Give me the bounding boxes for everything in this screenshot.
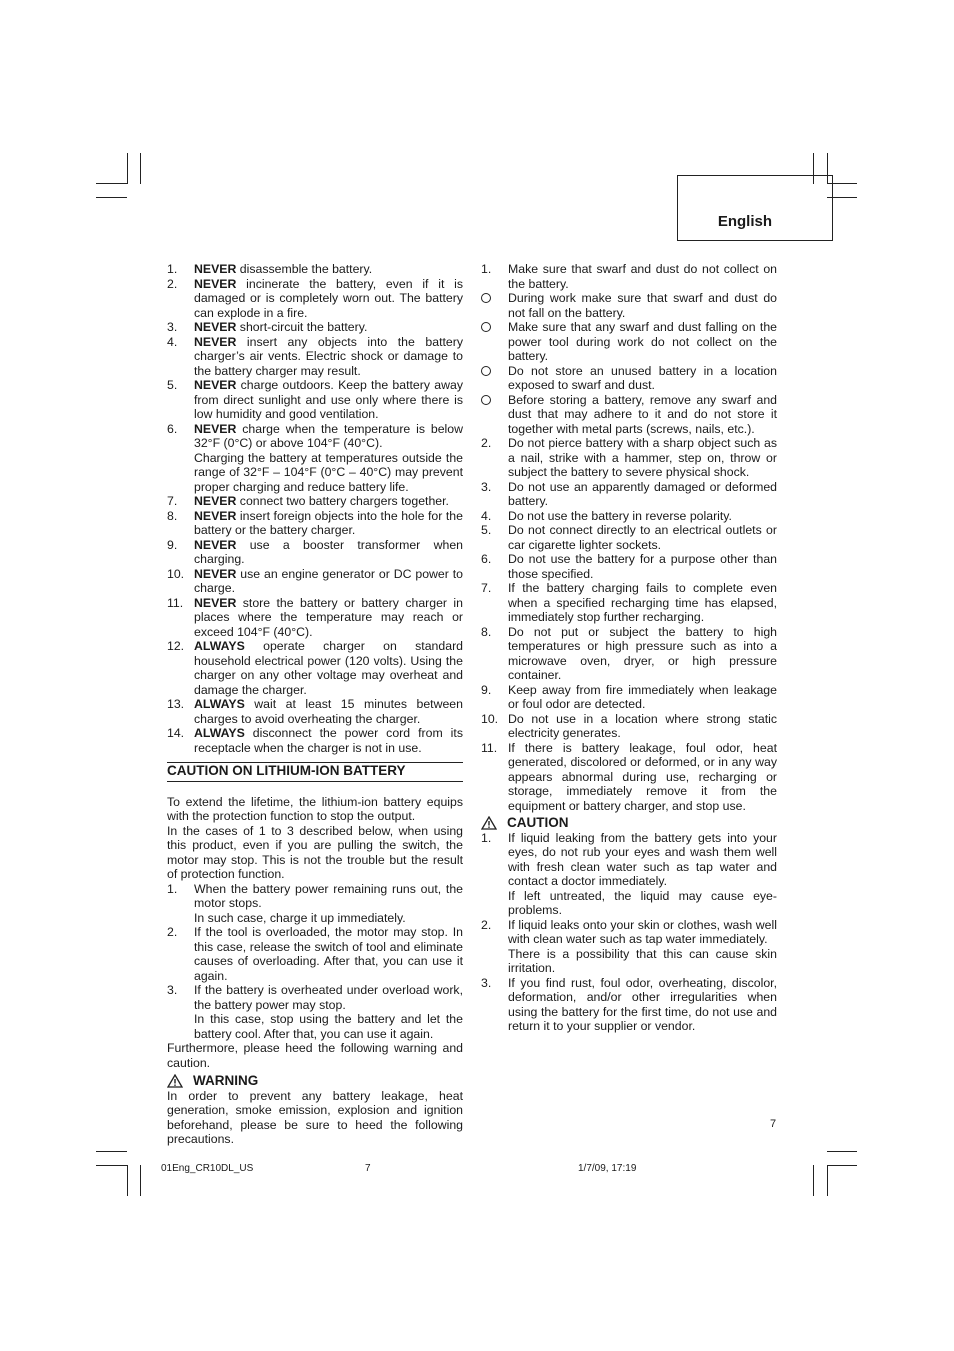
item-note: In this case, stop using the battery and let the battery cool. After that, you can use it again. [194, 1012, 463, 1041]
item-keyword: ALWAYS [194, 697, 245, 711]
item-number: 1. [481, 262, 492, 276]
item-body: incinerate the battery, even if it is damaged or is completely worn out. The battery can explode in a fire. [194, 276, 464, 320]
item-number: 11. [167, 595, 184, 610]
item-text: Do not connect directly to an electrical outlets or car cigarette lighter sockets. [508, 523, 777, 552]
list-item [481, 581, 777, 625]
item-keyword: NEVER [194, 378, 237, 392]
item-text: During work make sure that swarf and dust do not fall on the battery. [508, 291, 777, 320]
item-text: Do not use in a location where strong static electricity generates. [508, 711, 777, 740]
item-number: 3. [481, 975, 492, 990]
intro-paragraph: In the cases of 1 to 3 described below, when using this product, even if you are pulling the switch, the motor may stop. This is not the trouble but the result of protection function. [167, 823, 463, 881]
circle-bullet-icon [481, 366, 491, 376]
list-item [167, 567, 463, 596]
item-number: 3. [167, 983, 178, 997]
item-number: 2. [167, 925, 178, 939]
item-text [194, 378, 463, 422]
crop-mark [96, 183, 127, 184]
item-text: If liquid leaking from the battery gets into your eyes, do not rub your eyes and wash them well with fresh clean water such as tap water and contact a doctor immediately. [508, 830, 777, 888]
item-note: In such case, charge it up immediately. [194, 910, 406, 925]
crop-mark [127, 153, 128, 184]
item-text: Do not store an unused battery in a location exposed to swarf and dust. [508, 363, 777, 392]
item-keyword: NEVER [194, 334, 237, 349]
list-item [167, 262, 463, 277]
item-body: disconnect the power cord from its receptacle when the charger is not in use. [194, 726, 463, 755]
item-text [194, 422, 463, 451]
item-body: store the battery or battery charger in places where the temperature may reach or exceed 104°F (40°C). [194, 595, 463, 639]
item-number: 1. [167, 262, 178, 276]
right-column [481, 262, 777, 1034]
item-body: charge outdoors. Keep the battery away from direct sunlight and use only where there is low humidity and good ventilation. [194, 378, 463, 421]
item-number: 5. [167, 378, 178, 392]
crop-mark [127, 1165, 128, 1196]
item-keyword: NEVER [194, 421, 237, 436]
item-number: 3. [167, 320, 178, 334]
list-item [481, 683, 777, 712]
bullet-marker [481, 291, 508, 320]
item-text: When the battery power remaining runs out, the motor stops. [194, 881, 463, 910]
item-text [194, 639, 463, 697]
crop-mark [96, 197, 127, 198]
list-item [167, 639, 463, 697]
crop-mark [827, 1165, 857, 1166]
item-text: Do not use the battery for a purpose other than those specified. [508, 552, 777, 581]
caution-list [481, 831, 777, 1034]
bullet-marker [481, 364, 508, 393]
crop-mark [813, 1165, 814, 1196]
item-number: 14. [167, 726, 185, 740]
item-number: 6. [481, 552, 492, 566]
item-body: wait at least 15 minutes between charges to avoid overheating the charger. [194, 697, 463, 726]
crop-mark [827, 1165, 828, 1196]
item-text: Make sure that any swarf and dust falling on the power tool during work do not collect on the battery. [508, 320, 777, 363]
outro-paragraph: Furthermore, please heed the following warning and caution. [167, 1041, 463, 1070]
item-keyword: NEVER [194, 494, 237, 508]
item-text [194, 596, 463, 640]
list-item [167, 320, 463, 335]
list-item [481, 262, 777, 291]
list-item [167, 726, 463, 755]
item-number: 7. [167, 494, 178, 508]
list-item [481, 291, 777, 320]
list-item [481, 436, 777, 480]
item-number: 7. [481, 581, 492, 595]
item-number: 10. [481, 711, 499, 726]
warning-triangle-icon [167, 1074, 183, 1088]
item-text: If there is battery leakage, foul odor, heat generated, discolored or deformed, or in any way appears abnormal during use, recharging or storage, immediately remove it from the equipment or battery charger, and stop use. [508, 740, 777, 813]
item-text: Do not pierce battery with a sharp object such as a nail, strike with a hammer, step on, throw or subject the battery to severe physical shock. [508, 436, 777, 479]
list-item [167, 494, 463, 509]
list-item [481, 976, 777, 1034]
item-number: 2. [167, 276, 178, 291]
list-item [167, 378, 463, 422]
language-box [677, 175, 833, 241]
item-note: Charging the battery at temperatures outside the range of 32°F – 104°F (0°C – 40°C) may prevent proper charging and reduce battery life. [194, 450, 463, 494]
list-item [167, 538, 463, 567]
item-text [194, 277, 463, 321]
list-item [167, 983, 463, 1012]
warning-triangle-icon [481, 816, 497, 830]
footer-date: 1/7/09, 17:19 [578, 1163, 637, 1174]
precautions-list [481, 262, 777, 813]
item-keyword: NEVER [194, 262, 237, 276]
item-text [194, 726, 463, 755]
list-item [167, 697, 463, 726]
item-text: If the battery charging fails to complete even when a specified recharging time has elapsed, immediately stop further recharging. [508, 581, 777, 624]
item-text [194, 494, 463, 509]
item-text: If the battery is overheated under overload work, the battery power may stop. [194, 983, 463, 1012]
item-number: 9. [167, 537, 178, 552]
list-item [481, 552, 777, 581]
item-number: 9. [481, 682, 492, 697]
footer-file: 01Eng_CR10DL_US [161, 1163, 254, 1174]
item-text [194, 262, 463, 277]
crop-mark [140, 153, 141, 184]
caution-title: CAUTION [507, 815, 569, 830]
list-item [481, 712, 777, 741]
item-keyword: NEVER [194, 320, 237, 334]
list-item [167, 925, 463, 983]
item-body: insert any objects into the battery charger’s air vents. Electric shock or damage to the battery charger may result. [194, 334, 463, 378]
item-body: disassemble the battery. [239, 262, 373, 276]
item-keyword: NEVER [194, 508, 237, 523]
caution-heading [481, 816, 777, 831]
crop-mark [96, 1165, 127, 1166]
item-body: use a booster transformer when charging. [194, 537, 463, 566]
list-item [481, 741, 777, 814]
item-number: 4. [481, 508, 492, 523]
list-item [481, 320, 777, 364]
item-body: charge when the temperature is below 32°F (0°C) or above 104°F (40°C). [194, 421, 463, 450]
list-item [167, 882, 463, 911]
crop-mark [96, 1151, 127, 1152]
left-column [167, 262, 463, 1147]
item-keyword: NEVER [194, 537, 237, 552]
item-text [194, 335, 463, 379]
item-text: Do not use the battery in reverse polarity. [508, 508, 732, 523]
item-text [194, 509, 463, 538]
list-item [481, 509, 777, 524]
item-text: If liquid leaks onto your skin or clothes, wash well with clean water such as tap water immediately. [508, 917, 777, 946]
item-body: short-circuit the battery. [239, 320, 368, 334]
warning-heading [167, 1074, 463, 1089]
circle-bullet-icon [481, 395, 491, 405]
list-item [481, 480, 777, 509]
item-number: 8. [167, 508, 178, 523]
item-number: 1. [481, 830, 492, 845]
item-keyword: NEVER [194, 566, 237, 581]
item-body: connect two battery chargers together. [239, 494, 449, 508]
item-number: 4. [167, 334, 178, 349]
item-keyword: NEVER [194, 595, 237, 610]
language-label: English [717, 213, 772, 230]
page-number: 7 [770, 1118, 777, 1130]
item-number: 10. [167, 566, 185, 581]
item-number: 13. [167, 697, 185, 711]
item-number: 8. [481, 624, 492, 639]
list-item [167, 509, 463, 538]
item-number: 2. [481, 917, 492, 932]
item-text [194, 567, 463, 596]
list-item [167, 277, 463, 321]
item-body: operate charger on standard household electrical power (120 volts). Using the charger on any other voltage may overheat and damage the charger. [194, 639, 464, 697]
list-item [167, 596, 463, 640]
crop-mark [140, 1165, 141, 1196]
item-keyword: NEVER [194, 276, 237, 291]
list-item [481, 364, 777, 393]
footer-page: 7 [365, 1163, 371, 1174]
item-number: 6. [167, 421, 178, 436]
item-keyword: ALWAYS [194, 726, 245, 740]
item-text: If the tool is overloaded, the motor may stop. In this case, release the switch of tool and eliminate causes of overloading. After that, you can use it again. [194, 925, 463, 983]
bullet-marker [481, 320, 508, 364]
safety-list [167, 262, 463, 755]
circle-bullet-icon [481, 293, 491, 303]
item-text: If you find rust, foul odor, overheating, discolor, deformation, and/or other irregularities when using the battery for the first time, do not use and return it to your supplier or vendor. [508, 975, 777, 1033]
item-number: 2. [481, 436, 492, 450]
item-text [194, 538, 463, 567]
item-note: If left untreated, the liquid may cause eye-problems. [508, 888, 777, 917]
item-text [194, 320, 463, 335]
crop-mark [827, 1151, 857, 1152]
item-text: Do not use an apparently damaged or deformed battery. [508, 479, 777, 508]
item-keyword: ALWAYS [194, 639, 245, 653]
intro-paragraph: To extend the lifetime, the lithium-ion battery equips with the protection function to stop the output. [167, 794, 463, 823]
list-item [481, 918, 777, 947]
list-item [167, 335, 463, 379]
item-body: insert foreign objects into the hole for the battery or the battery charger. [194, 508, 463, 537]
item-number: 3. [481, 479, 492, 494]
list-item [481, 523, 777, 552]
item-note: There is a possibility that this can cause skin irritation. [508, 946, 777, 975]
list-item [481, 831, 777, 889]
item-number: 12. [167, 639, 185, 653]
item-text: Do not put or subject the battery to high temperatures or high pressure such as into a microwave oven, dryer, or high pressure container. [508, 624, 777, 682]
item-text: Make sure that swarf and dust do not collect on the battery. [508, 262, 777, 291]
warning-text: In order to prevent any battery leakage, heat generation, smoke emission, explosion and ignition beforehand, please be sure to heed the following precautions. [167, 1088, 463, 1146]
list-item [481, 625, 777, 683]
item-text [194, 697, 463, 726]
list-item [481, 393, 777, 437]
item-text: Keep away from fire immediately when leakage or foul odor are detected. [508, 682, 777, 711]
protection-list [167, 882, 463, 1042]
item-body: use an engine generator or DC power to charge. [194, 566, 463, 595]
bullet-marker [481, 393, 508, 437]
warning-title: WARNING [193, 1073, 259, 1088]
section-title: CAUTION ON LITHIUM-ION BATTERY [167, 762, 463, 782]
item-number: 1. [167, 881, 178, 896]
item-number: 11. [481, 740, 498, 755]
item-number: 5. [481, 523, 492, 537]
item-text: Before storing a battery, remove any swarf and dust that may adhere to it and do not store it together with metal parts (screws, nails, etc.). [508, 392, 777, 436]
list-item [167, 422, 463, 451]
circle-bullet-icon [481, 322, 491, 332]
